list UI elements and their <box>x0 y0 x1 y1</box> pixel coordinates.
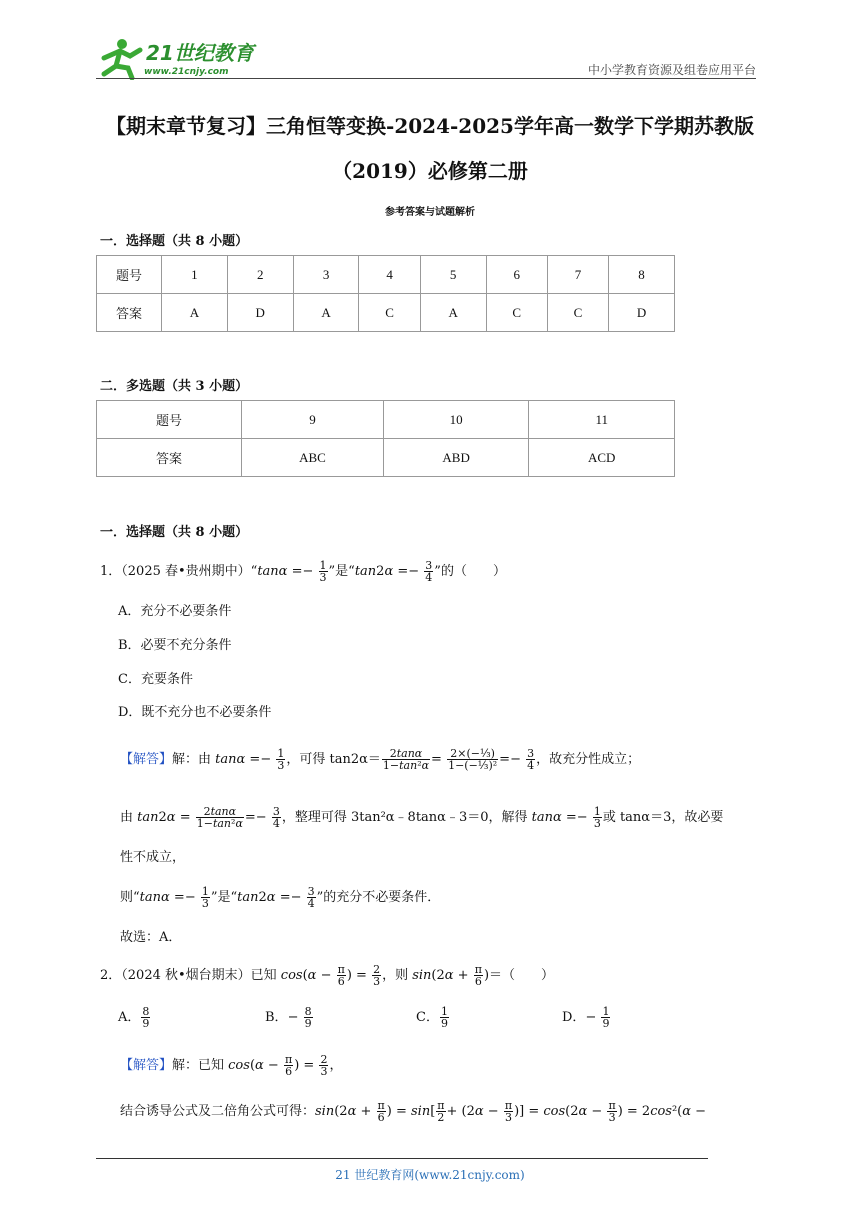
table-cell: A <box>162 294 228 332</box>
table-cell: 6 <box>486 256 547 294</box>
doc-title-line1: 【期末章节复习】三角恒等变换-2024-2025学年高一数学下学期苏教版 <box>106 114 754 138</box>
q1-solution-line1: 【解答】解：由 tanα =− $\frac{1}{3}$ ，可得 tan2α＝ $\frac{2\tan\alpha}{\text{1−tan²α}}$ = $\frac{\text{2×(−⅓)}}{\text{1−(−⅓)²}}$ =− $\frac{3}{4}$ ，故充分性成立； <box>120 747 641 772</box>
q1-solution-line2: 由 tan2α = $\frac{2\tan\alpha}{\text{1−tan²α}}$ =− $\frac{3}{4}$ ，整理可得 3tan²α﹣8tanα﹣3＝0，解得 tanα =− $\frac{1}{3}$ 或 tanα＝3，故必要 <box>120 805 724 830</box>
logo-url: www.21cnjy.com <box>144 67 229 77</box>
header-divider <box>96 78 756 79</box>
logo <box>92 36 262 80</box>
footer-link[interactable]: 21 世纪教育网(www.21cnjy.com) <box>335 1168 525 1182</box>
q1-solution-line3: 性不成立， <box>120 850 186 865</box>
doc-subtitle: 参考答案与试题解析 <box>385 207 475 218</box>
table-cell: ABD <box>383 439 529 477</box>
table-row <box>97 294 675 332</box>
q1-option-b: B．必要不充分条件 <box>118 638 232 653</box>
table-cell: 11 <box>529 401 675 439</box>
table-cell: 1 <box>162 256 228 294</box>
q2-option-d: D．− $\frac{1}{9}$ <box>562 1005 610 1030</box>
table-cell: A <box>420 294 486 332</box>
table-cell: D <box>227 294 293 332</box>
table-cell: 2 <box>227 256 293 294</box>
table-cell: 10 <box>383 401 529 439</box>
table-cell: 8 <box>609 256 675 294</box>
answer-table-multi <box>96 400 675 477</box>
q1-solution-line5: 故选：A． <box>120 930 182 945</box>
table-cell: C <box>359 294 420 332</box>
table-cell: 5 <box>420 256 486 294</box>
row-label-number: 题号 <box>97 256 162 294</box>
table-cell: 3 <box>293 256 359 294</box>
logo-text: 21世纪教育 <box>146 41 254 65</box>
answer-table-single <box>96 255 675 332</box>
table-cell: D <box>609 294 675 332</box>
runner-icon <box>104 39 140 78</box>
table-row <box>97 439 675 477</box>
platform-name: 中小学教育资源及组卷应用平台 <box>587 63 756 77</box>
q2-option-c: C． $\frac{1}{9}$ <box>416 1005 448 1030</box>
footer-divider <box>96 1158 708 1159</box>
table-cell: 7 <box>547 256 608 294</box>
section2-heading: 二．多选题（共 3 小题） <box>100 379 249 394</box>
q1-option-a: A．充分不必要条件 <box>118 604 232 619</box>
question-2: 2．（2024 秋•烟台期末）已知 cos(α − $\frac{\pi}{6}$ ) = $\frac{2}{3}$ ，则 sin(2α + $\frac{\pi}{6}$ )＝（ ） <box>100 963 555 988</box>
q1-option-c: C．充要条件 <box>118 672 193 687</box>
q2-option-a: A． $\frac{8}{9}$ <box>118 1005 150 1030</box>
q1-option-d: D．既不充分也不必要条件 <box>118 705 272 720</box>
table-cell: ABC <box>242 439 384 477</box>
table-cell: A <box>293 294 359 332</box>
table-cell: ACD <box>529 439 675 477</box>
table-row <box>97 256 675 294</box>
table-cell: C <box>547 294 608 332</box>
row-label-answer: 答案 <box>97 439 242 477</box>
q2-option-b: B．− $\frac{8}{9}$ <box>265 1005 312 1030</box>
table-cell: 9 <box>242 401 384 439</box>
section1-heading: 一．选择题（共 8 小题） <box>100 234 249 249</box>
q2-solution-line1: 【解答】解：已知 cos(α − $\frac{\pi}{6}$ ) = $\frac{2}{3}$ ， <box>120 1053 343 1078</box>
q1-solution-line4: 则“tanα =− $\frac{1}{3}$ ”是“tan2α =− $\frac{3}{4}$ ”的充分不必要条件． <box>120 885 441 910</box>
table-row <box>97 401 675 439</box>
row-label-number: 题号 <box>97 401 242 439</box>
solution-tag: 【解答】 <box>120 752 173 767</box>
doc-title-line2: （2019）必修第二册 <box>332 159 528 183</box>
q2-solution-line2: 结合诱导公式及二倍角公式可得：sin(2α + $\frac{\pi}{6}$ ) = sin[ $\frac{\pi}{2}$ + (2α − $\frac{\pi}{3}$ )] = cos(2α − $\frac{\pi}{3}$ ) = 2cos²(α − <box>120 1099 707 1124</box>
section3-heading: 一．选择题（共 8 小题） <box>100 525 249 540</box>
row-label-answer: 答案 <box>97 294 162 332</box>
solution-tag: 【解答】 <box>120 1058 173 1073</box>
table-cell: 4 <box>359 256 420 294</box>
table-cell: C <box>486 294 547 332</box>
question-1: 1．（2025 春•贵州期中）“tanα =− $\frac{1}{3}$ ”是“tan2α =− $\frac{3}{4}$ ”的（ ） <box>100 559 506 584</box>
